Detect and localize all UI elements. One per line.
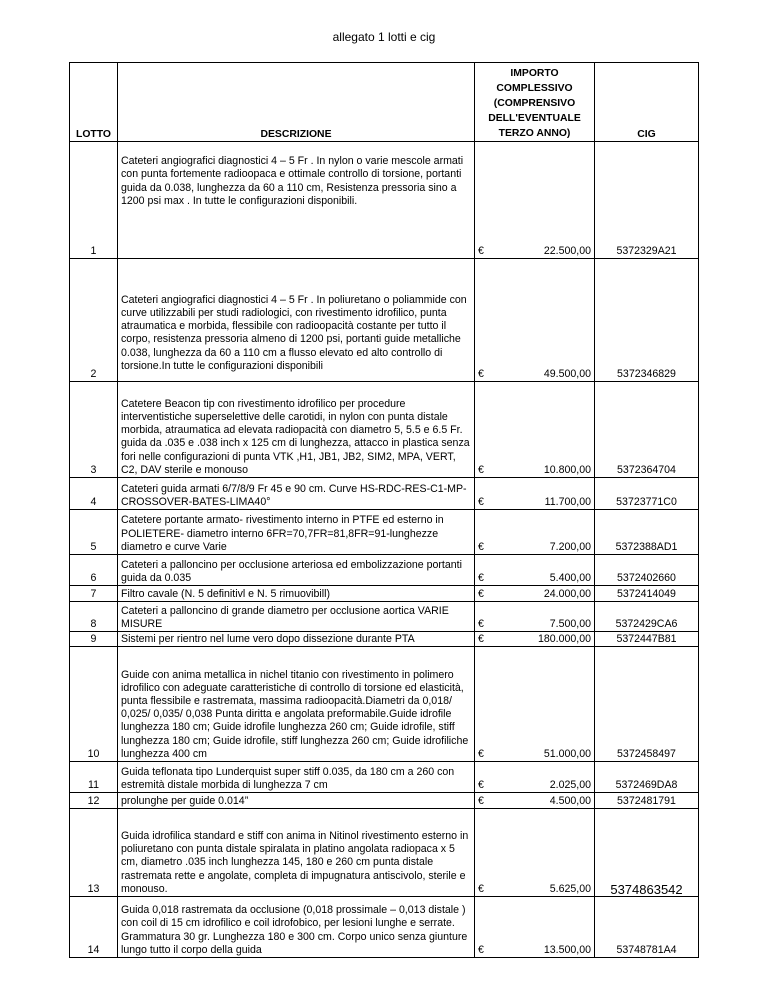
importo-value: 180.000,00 (537, 632, 591, 645)
lotto-cig: 5374863542 (595, 809, 699, 897)
lotto-cig: 5372469DA8 (595, 762, 699, 793)
lotto-importo (475, 793, 595, 809)
lotto-number: 11 (70, 762, 118, 793)
table-row (70, 382, 699, 478)
header-row (70, 63, 699, 142)
lotto-description: Guida teflonata tipo Lunderquist super stiff 0.035, da 180 cm a 260 con estremità distale morbida di lunghezza 7 cm (118, 762, 475, 793)
euro-symbol: € (478, 495, 484, 508)
lotto-description: Sistemi per rientro nel lume vero dopo dissezione durante PTA (118, 632, 475, 647)
importo-value: 5.400,00 (549, 571, 591, 584)
euro-symbol: € (478, 617, 484, 630)
lotto-cig: 5372481791 (595, 793, 699, 809)
euro-symbol: € (478, 244, 484, 257)
table-row (70, 632, 699, 647)
euro-symbol: € (478, 463, 484, 476)
lotto-description: Filtro cavale (N. 5 definitivl e N. 5 rimuovibill) (118, 586, 475, 602)
table-row (70, 602, 699, 632)
lotto-cig: 5372447B81 (595, 632, 699, 647)
lotto-number: 2 (70, 259, 118, 382)
lotto-number: 4 (70, 478, 118, 510)
euro-symbol: € (478, 571, 484, 584)
lotto-description: Guida 0,018 rastremata da occlusione (0,018 prossimale – 0,013 distale ) con coil di 15 cm idrofilico e coil idrofobico, per lesioni lunghe e serrate. Grammatura 30 gr. Lunghezza 180 e 300 cm. Corpo unico senza giunture lungo tutto il corpo della guida (118, 897, 475, 958)
importo-value: 2.025,00 (549, 778, 591, 791)
euro-symbol: € (478, 778, 484, 791)
header-descrizione: DESCRIZIONE (118, 63, 475, 142)
lotto-importo (475, 142, 595, 259)
euro-symbol: € (478, 367, 484, 380)
importo-value: 7.500,00 (549, 617, 591, 630)
header-importo: IMPORTO COMPLESSIVO (COMPRENSIVO DELL'EVENTUALE TERZO ANNO) (475, 63, 595, 142)
table-row (70, 897, 699, 958)
lotto-number: 9 (70, 632, 118, 647)
lotto-cig: 5372346829 (595, 259, 699, 382)
table-row (70, 647, 699, 762)
lotto-number: 5 (70, 510, 118, 555)
lotto-importo (475, 586, 595, 602)
table-row (70, 510, 699, 555)
table-row (70, 762, 699, 793)
table-row (70, 478, 699, 510)
importo-value: 24.000,00 (543, 587, 591, 600)
lotto-cig: 5372458497 (595, 647, 699, 762)
lotto-importo (475, 259, 595, 382)
lotto-cig: 5372414049 (595, 586, 699, 602)
lotto-importo (475, 510, 595, 555)
lotto-cig: 53723771C0 (595, 478, 699, 510)
table-row (70, 142, 699, 259)
header-cig: CIG (595, 63, 699, 142)
importo-value: 49.500,00 (543, 367, 591, 380)
lotto-number: 12 (70, 793, 118, 809)
lotto-importo (475, 647, 595, 762)
lots-table (69, 62, 699, 958)
lotto-cig: 5372402660 (595, 555, 699, 586)
euro-symbol: € (478, 882, 484, 895)
lotto-description: Guida idrofilica standard e stiff con anima in Nitinol rivestimento esterno in poliuretano con punta distale spiralata in platino angolata radiopaca x 5 cm, diametro .035 inch lunghezza 145, 180 e 260 cm punta distale rastremata rette e angolate, completa di impugnatura antiscivolo, sterile e monouso. (118, 809, 475, 897)
lotto-description: Cateteri angiografici diagnostici 4 – 5 Fr . In poliuretano o poliammide con curve utilizzabili per studi radiologici, con rivestimento idrofilico, punta atraumatica e morbida, flessibile con radioopacità costante per tutto il corpo, resistenza pressoria almeno di 1200 psi, portanti guide metalliche 0.038, lunghezza da 60 a 110 cm a flusso elevato ed alto controllo di torsione.In tutte le configurazioni disponibili (118, 259, 475, 382)
lotto-importo (475, 555, 595, 586)
lotto-cig: 5372429CA6 (595, 602, 699, 632)
euro-symbol: € (478, 587, 484, 600)
lotto-number: 14 (70, 897, 118, 958)
lotto-cig: 53748781A4 (595, 897, 699, 958)
lotto-importo (475, 762, 595, 793)
lotto-description: Cateteri angiografici diagnostici 4 – 5 Fr . In nylon o varie mescole armati con punta fortemente radioopaca e ottimale controllo di torsione, portanti guida da 0.038, lunghezza da 60 a 110 cm, Resistenza pressoria sino a 1200 psi max . In tutte le configurazioni disponibili. (118, 142, 475, 259)
lotto-number: 7 (70, 586, 118, 602)
table-row (70, 259, 699, 382)
euro-symbol: € (478, 794, 484, 807)
lotto-importo (475, 602, 595, 632)
importo-value: 4.500,00 (549, 794, 591, 807)
lotto-importo (475, 382, 595, 478)
importo-value: 22.500,00 (543, 244, 591, 257)
lotto-number: 10 (70, 647, 118, 762)
lotto-description: Catetere portante armato- rivestimento interno in PTFE ed esterno in POLIETERE- diametro interno 6FR=70,7FR=81,8FR=91-lunghezze diametro e curve Varie (118, 510, 475, 555)
lotto-cig: 5372329A21 (595, 142, 699, 259)
table-row (70, 555, 699, 586)
euro-symbol: € (478, 747, 484, 760)
lotto-importo (475, 478, 595, 510)
lotto-cig: 5372364704 (595, 382, 699, 478)
lotto-description: Cateteri a palloncino di grande diametro per occlusione aortica VARIE MISURE (118, 602, 475, 632)
euro-symbol: € (478, 632, 484, 645)
lotto-description: Cateteri a palloncino per occlusione arteriosa ed embolizzazione portanti guida da 0.035 (118, 555, 475, 586)
header-lotto: LOTTO (70, 63, 118, 142)
importo-value: 13.500,00 (543, 943, 591, 956)
importo-value: 10.800,00 (543, 463, 591, 476)
lotto-number: 13 (70, 809, 118, 897)
lotto-number: 3 (70, 382, 118, 478)
table-row (70, 586, 699, 602)
importo-value: 5.625,00 (549, 882, 591, 895)
lotto-importo (475, 632, 595, 647)
table-row (70, 793, 699, 809)
lotto-description: Cateteri guida armati 6/7/8/9 Fr 45 e 90 cm. Curve HS-RDC-RES-C1-MP-CROSSOVER-BATES-LIMA40° (118, 478, 475, 510)
lotto-importo (475, 897, 595, 958)
lotto-cig: 5372388AD1 (595, 510, 699, 555)
table-row (70, 809, 699, 897)
lotto-importo (475, 809, 595, 897)
importo-value: 7.200,00 (549, 540, 591, 553)
lotto-description: prolunghe per guide 0.014” (118, 793, 475, 809)
lotto-description: Catetere Beacon tip con rivestimento idrofilico per procedure interventistiche superselettive delle carotidi, in nylon con punta distale morbida, atraumatica ad elevata radiopacità con diametro 5, 5.5 e 6.5 Fr. guida da .035 e .038 inch x 125 cm di lunghezza, attacco in plastica senza fori nelle configurazioni di punta VTK ,H1, JB1, JB2, SIM2, MPA, VERT, C2, DAV sterile e monouso (118, 382, 475, 478)
lotto-number: 6 (70, 555, 118, 586)
importo-value: 11.700,00 (544, 495, 591, 508)
lotto-description: Guide con anima metallica in nichel titanio con rivestimento in polimero idrofilico con adeguate caratteristiche di controllo di torsione ed elasticità, punta flessibile e rastremata, massima radioopacità.Diametri da 0,018/ 0,025/ 0,035/ 0,038 Punta diritta e angolata preformabile.Guide idrofile lunghezza 180 cm; Guide idrofile lunghezza 260 cm; Guide idrofile, stiff lunghezza 180 cm; Guide idrofile, stiff lunghezza 260 cm; Guide idrofiliche lunghezza 400 cm (118, 647, 475, 762)
euro-symbol: € (478, 943, 484, 956)
lotto-number: 8 (70, 602, 118, 632)
document-title: allegato 1 lotti e cig (332, 30, 436, 44)
euro-symbol: € (478, 540, 484, 553)
importo-value: 51.000,00 (543, 747, 591, 760)
lotto-number: 1 (70, 142, 118, 259)
